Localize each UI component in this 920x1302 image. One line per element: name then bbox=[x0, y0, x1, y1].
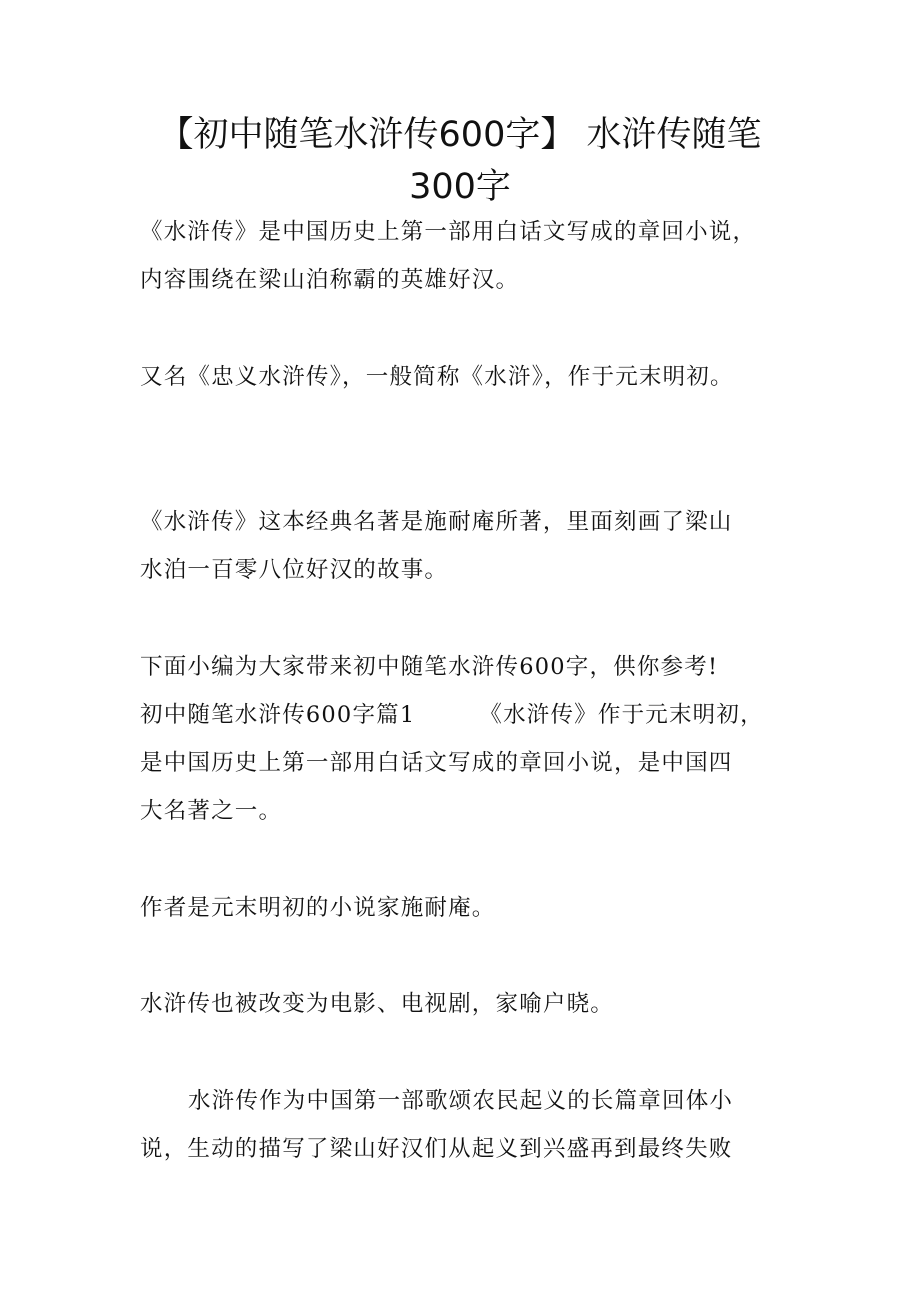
body-line: 是中国历史上第一部用白话文写成的章回小说，是中国四 bbox=[140, 750, 733, 776]
body-line-split bbox=[140, 700, 800, 730]
section-heading: 初中随笔水浒传600字篇1 bbox=[140, 702, 416, 728]
body-line: 《水浒传》是中国历史上第一部用白话文写成的章回小说， bbox=[140, 219, 757, 245]
body-line: 内容围绕在梁山泊称霸的英雄好汉。 bbox=[140, 267, 520, 293]
body-line-indented: 水浒传作为中国第一部歌颂农民起义的长篇章回体小 bbox=[188, 1088, 734, 1114]
body-line: 说，生动的描写了梁山好汉们从起义到兴盛再到最终失败 bbox=[140, 1136, 733, 1162]
body-line: 大名著之一。 bbox=[140, 798, 283, 824]
body-line: 《水浒传》这本经典名著是施耐庵所著，里面刻画了梁山 bbox=[140, 509, 733, 535]
document-title-line-1: 【初中随笔水浒传600字】 水浒传随笔 bbox=[158, 115, 762, 155]
body-line: 水浒传也被改变为电影、电视剧，家喻户晓。 bbox=[140, 991, 615, 1017]
document-title-line-2: 300字 bbox=[409, 167, 511, 207]
body-line: 又名《忠义水浒传》，一般简称《水浒》，作于元末明初。 bbox=[140, 364, 734, 390]
section-text: 《水浒传》作于元末明初， bbox=[479, 702, 764, 728]
body-line: 作者是元末明初的小说家施耐庵。 bbox=[140, 895, 496, 921]
body-line: 水泊一百零八位好汉的故事。 bbox=[140, 557, 449, 583]
body-line: 下面小编为大家带来初中随笔水浒传600字，供你参考! bbox=[140, 654, 719, 680]
